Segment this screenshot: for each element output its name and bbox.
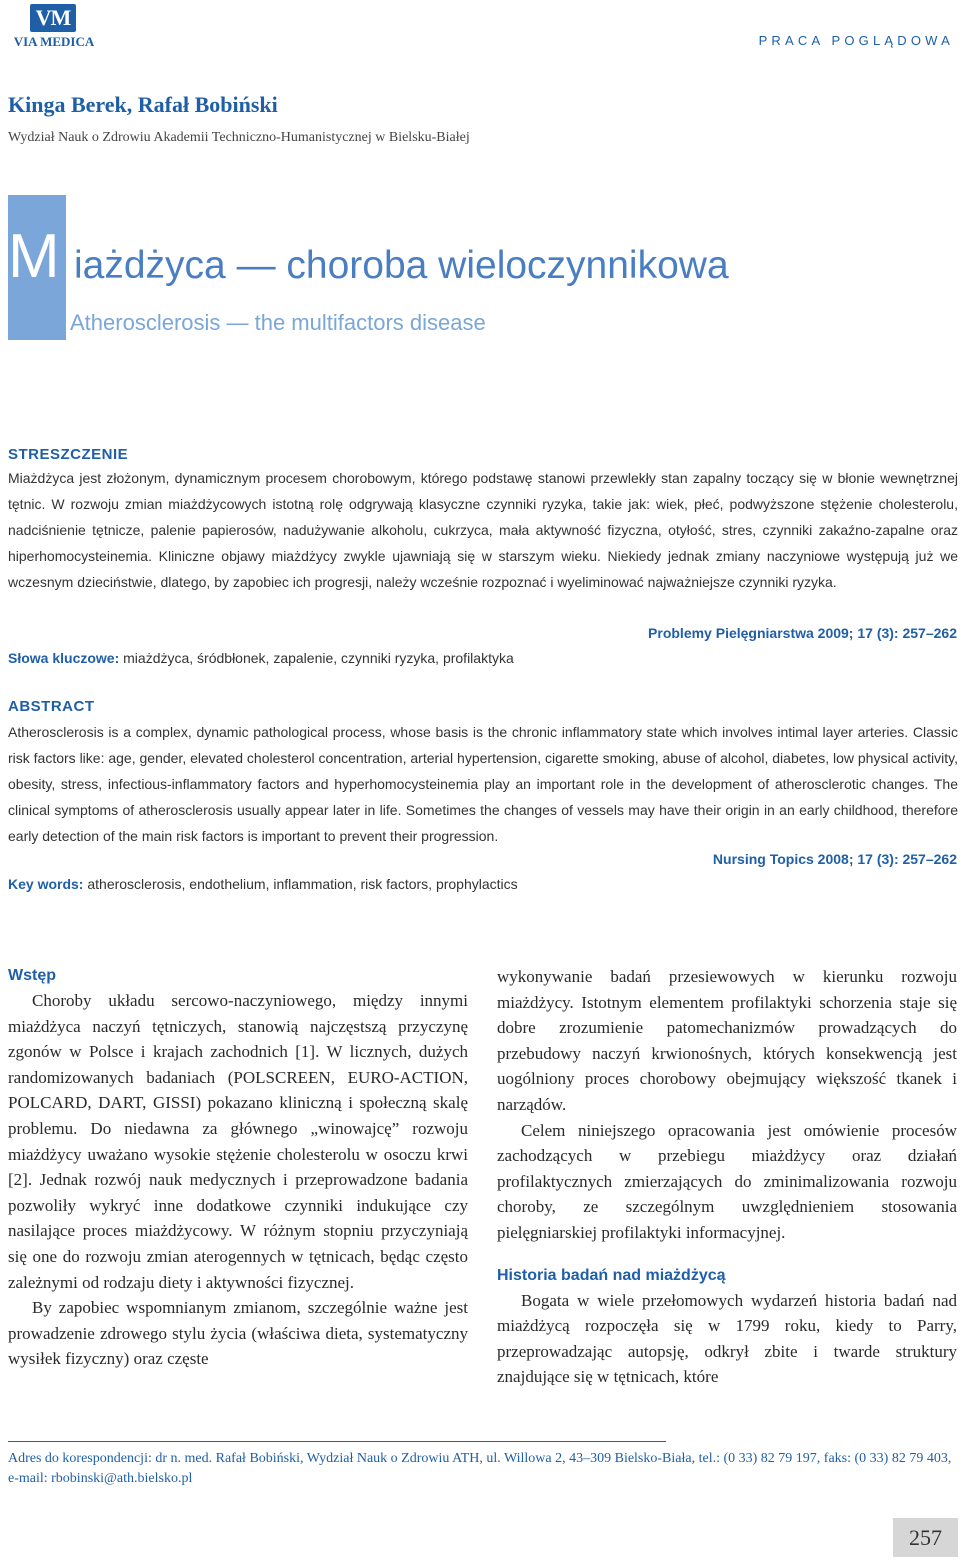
affiliation: Wydział Nauk o Zdrowiu Akademii Techniczno-Humanistycznej w Bielsku-Białej (8, 130, 470, 145)
streszczenie-heading: STRESZCZENIE (8, 446, 129, 463)
keywords-label: Słowa kluczowe: (8, 650, 120, 666)
article-title: iażdżyca — choroba wieloczynnikowa (74, 244, 729, 287)
footnote-rule (8, 1441, 666, 1442)
paragraph: Bogata w wiele przełomowych wydarzeń historia badań nad miażdżycą rozpoczęła się w 1799 roku, kiedy to Parry, przeprowadzając autopsję, odkrył zbite i twarde struktury znajdujące się w tętnicach, które (497, 1290, 957, 1387)
paragraph: Celem niniejszego opracowania jest omówienie procesów zachodzących w przebiegu miażdżycy oraz działań profilaktycznych zmierzających do zminimalizowania rozwoju choroby, ze szczególnym uwzględnieniem stosowania pielęgniarskiej profilaktyki informacyjnej. (497, 1120, 957, 1242)
publisher-logo (8, 4, 100, 50)
logo-mark: VM (35, 5, 71, 30)
abstract-heading: ABSTRACT (8, 698, 95, 715)
paragraph: wykonywanie badań przesiewowych w kierunku rozwoju miażdżycy. Istotnym elementem profilaktyki schorzenia staje się dobre zrozumienie patomechanizmów prowadzących do przebudowy naczyń krwionośnych, których konsekwencją jest uogólniony proces chorobowy obejmujący większość tkanek i narządów. (497, 967, 957, 1114)
section-label: PRACA POGLĄDOWA (758, 33, 954, 48)
correspondence-footnote: Adres do korespondencji: dr n. med. Rafał Bobiński, Wydział Nauk o Zdrowiu ATH, ul. Willowa 2, 43–309 Bielsko-Biała, tel.: (0 33) 82 79 197, faks: (0 33) 82 79 403, e-mail: rbobinski@ath.bielsko.pl (8, 1451, 952, 1486)
keywords-label: Key words: (8, 876, 84, 892)
paragraph: By zapobiec wspomnianym zmianom, szczególnie ważne jest prowadzenie zdrowego stylu życia (właściwa dieta, systematyczny wysiłek fizyczny) oraz częste (8, 1298, 468, 1369)
abstract-keywords (8, 875, 518, 893)
right-column (497, 964, 957, 1390)
abstract-body: Atherosclerosis is a complex, dynamic pathological process, whose basis is the chronic inflammatory state which involves intimal layer arteries. Classic risk factors like: age, gender, elevated cholesterol concentration, arterial hypertension, cigarette smoking, abuse of alcohol, diabetes, low physical activity, obesity, stress, infectious-inflammatory factors and hyperhomocysteinemia play an important role in the development of atherosclerotic changes. The clinical symptoms of atherosclerosis usually appear later in life. Sometimes the changes of vessels may have their origin in an early childhood, therefore early detection of the main risk factors is important to prevent their progression. (8, 724, 958, 844)
title-initial: M (8, 222, 60, 291)
streszczenie-body: Miażdżyca jest złożonym, dynamicznym procesem chorobowym, którego podstawę stanowi przewlekły stan zapalny toczący się w błonie wewnętrznej tętnic. W rozwoju zmian miażdżycowych istotną rolę odgrywają klasyczne czynniki ryzyka, takie jak: wiek, płeć, podwyższone stężenie cholesterolu, nadciśnienie tętnicze, palenie papierosów, nadużywanie alkoholu, cukrzyca, mała aktywność fizyczna, otyłość, stres, czynniki zakaźno-zapalne oraz hiperhomocysteinemia. Kliniczne objawy miażdżycy zwykle ujawniają się w starszym wieku. Niekiedy jednak zmiany naczyniowe występują już we wczesnym dzieciństwie, dlatego, by zapobiec ich progresji, należy wcześnie rozpoznać i wyeliminować najważniejsze czynniki ryzyka. (8, 470, 958, 590)
abstract-citation: Nursing Topics 2008; 17 (3): 257–262 (712, 851, 957, 867)
article-subtitle: Atherosclerosis — the multifactors disease (70, 310, 486, 335)
page-number: 257 (909, 1525, 942, 1550)
left-column (8, 966, 468, 1372)
logo-text: VIA MEDICA (13, 34, 95, 49)
authors: Kinga Berek, Rafał Bobiński (8, 92, 278, 117)
streszczenie-citation: Problemy Pielęgniarstwa 2009; 17 (3): 257–262 (648, 625, 957, 641)
paragraph: Choroby układu sercowo-naczyniowego, między innymi miażdżyca naczyń tętniczych, stanowią najczęstszą przyczynę zgonów w Polsce i krajach zachodnich [1]. W licznych, dużych randomizowanych badaniach (POLSCREEN, EURO-ACTION, POLCARD, DART, GISSI) pokazano kliniczną i społeczną skalę problemu. Do niedawna za głównego „winowajcę” rozwoju miażdżycy uważano wysokie stężenie cholesterolu w osoczu krwi [2]. Jednak rozwój nauk medycznych i przeprowadzone badania pozwoliły wykryć inne dodatkowe czynniki indukujące czy nasilające proces miażdżycowy. W różnym stopniu przyczyniają się one do rozwoju zmian aterogennych w tętnicach, będąc często zależnymi od rodzaju diety i aktywności fizycznej. (8, 991, 468, 1292)
section-heading-wstep: Wstęp (8, 967, 56, 984)
section-heading-historia: Historia badań nad miażdżycą (497, 1266, 726, 1284)
keywords-list: atherosclerosis, endothelium, inflammation, risk factors, prophylactics (83, 876, 518, 892)
streszczenie-keywords (8, 649, 514, 667)
keywords-list: miażdżyca, śródbłonek, zapalenie, czynniki ryzyka, profilaktyka (119, 650, 514, 666)
